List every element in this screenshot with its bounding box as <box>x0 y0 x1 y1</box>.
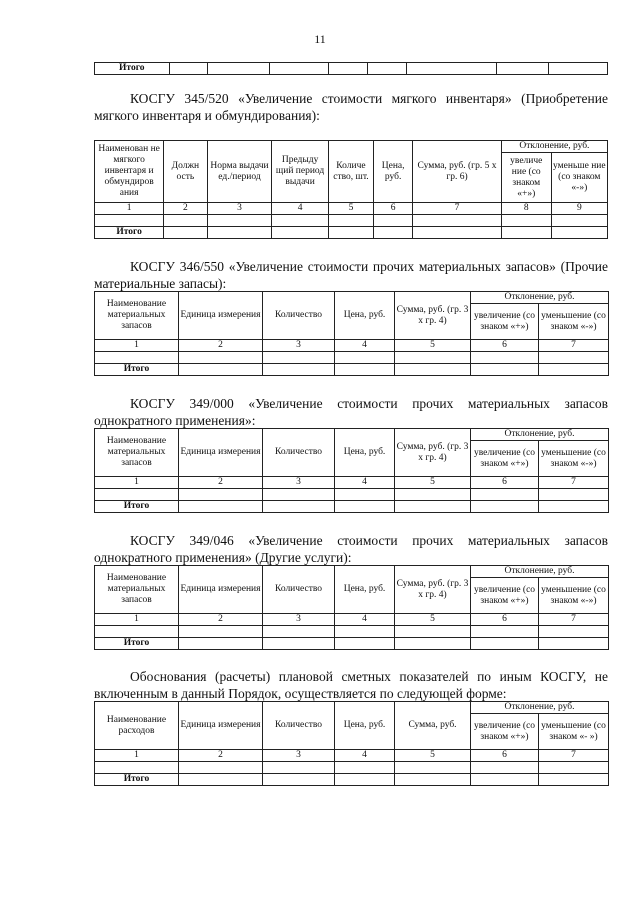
other-kosgu-heading: Обоснования (расчеты) плановой сметных показателей по иным КОСГУ, не включенным в данный Порядок, осуществляется по следующей форме: <box>94 669 608 701</box>
table-total-row: Итого <box>95 774 609 786</box>
table-total-row <box>95 63 608 75</box>
section-349-000-heading: КОСГУ 349/000 «Увеличение стоимости прочих материальных запасов однократного применения»: <box>94 396 608 428</box>
carryover-total-table <box>94 62 608 75</box>
page-number: 11 <box>314 32 326 46</box>
table-row <box>95 762 609 774</box>
section-346-heading: КОСГУ 346/550 «Увеличение стоимости прочих материальных запасов» (Прочие материальные запасы): <box>94 259 608 291</box>
other-materials-table: Наименование материальных запасов Единица измерения Количество Цена, руб. Сумма, руб. (гр. 3 х гр. 4) Отклонение, руб. увеличение (со знаком «+») уменьшение (со знаком «-») 1 2 3 4 5 6 7 Итого <box>94 291 609 376</box>
column-number-row: 1 2 3 4 5 6 7 <box>95 340 609 352</box>
column-number-row: 1 2 3 4 5 6 7 <box>95 614 609 626</box>
soft-inventory-table: Наименован не мягкого инвентаря и обмундиров ания Должн ость Норма выдачи ед./период Предыду щий период выдачи Количе ство, шт. Цена, руб. Сумма, руб. (гр. 5 х гр. 6) Отклонение, руб. увеличе ние (со знаком «+») уменьше ние (со знаком «-») 1 2 3 4 5 6 7 8 9 Итого <box>94 140 608 239</box>
table-total-row: Итого <box>95 501 609 513</box>
table-row <box>95 352 609 364</box>
total-label: Итого <box>95 63 170 75</box>
section-345-heading: КОСГУ 345/520 «Увеличение стоимости мягкого инвентаря» (Приобретение мягкого инвентаря и обмундирования): <box>94 91 608 123</box>
table-total-row: Итого <box>95 227 608 239</box>
table-total-row: Итого <box>95 638 609 650</box>
table-row <box>95 626 609 638</box>
table-total-row: Итого <box>95 364 609 376</box>
single-use-materials-table: Наименование материальных запасов Единица измерения Количество Цена, руб. Сумма, руб. (гр. 3 х гр. 4) Отклонение, руб. увеличение (со знаком «+») уменьшение (со знаком «-») 1 2 3 4 5 6 7 Итого <box>94 428 609 513</box>
column-number-row: 1 2 3 4 5 6 7 <box>95 750 609 762</box>
other-expenses-table: Наименование расходов Единица измерения Количество Цена, руб. Сумма, руб. Отклонение, руб. увеличение (со знаком «+») уменьшение (со знаком «- ») 1 2 3 4 5 6 7 Итого <box>94 701 609 786</box>
other-services-table: Наименование материальных запасов Единица измерения Количество Цена, руб. Сумма, руб. (гр. 3 х гр. 4) Отклонение, руб. увеличение (со знаком «+») уменьшение (со знаком «-») 1 2 3 4 5 6 7 Итого <box>94 565 609 650</box>
column-number-row: 1 2 3 4 5 6 7 8 9 <box>95 203 608 215</box>
section-349-046-heading: КОСГУ 349/046 «Увеличение стоимости прочих материальных запасов однократного применения» (Другие услуги): <box>94 533 608 565</box>
column-number-row: 1 2 3 4 5 6 7 <box>95 477 609 489</box>
table-row <box>95 215 608 227</box>
table-row <box>95 489 609 501</box>
